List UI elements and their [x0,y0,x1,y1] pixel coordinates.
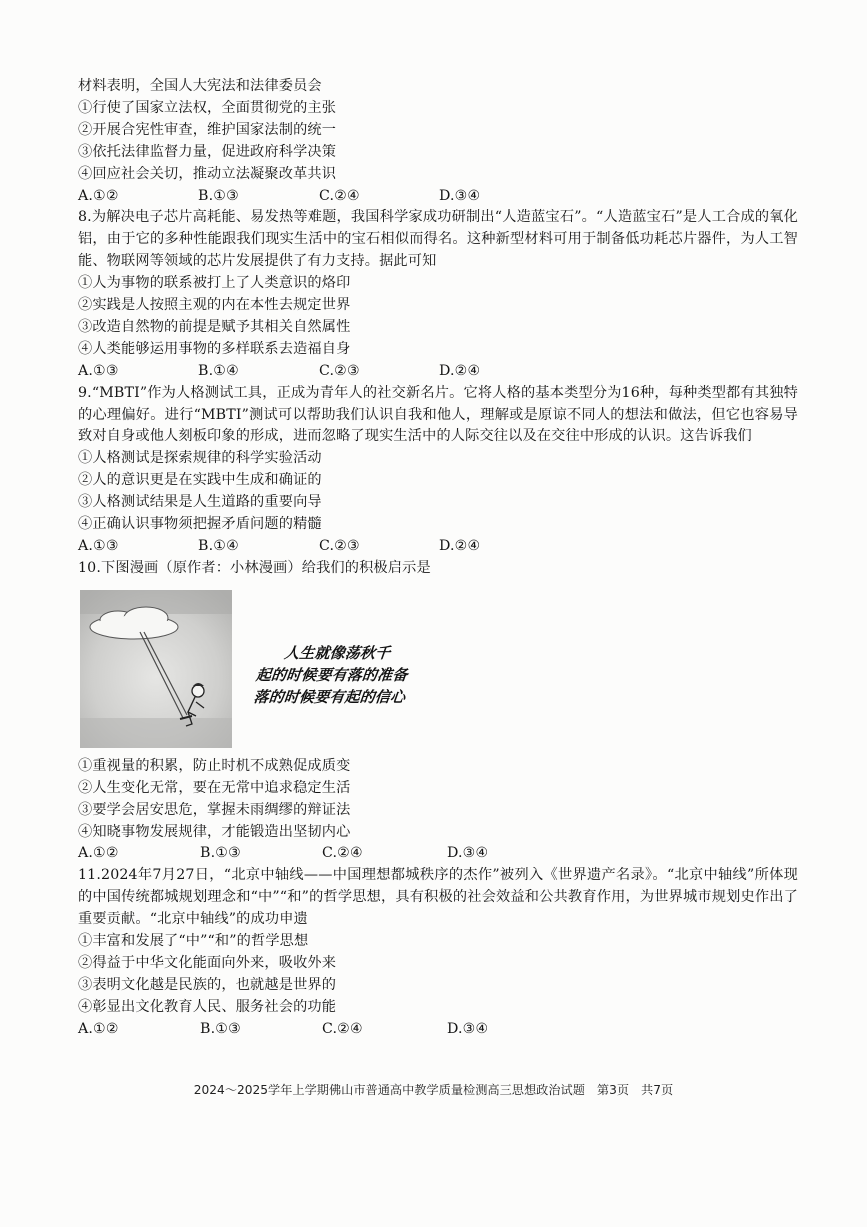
option-b: B.①③ [198,187,239,204]
option-c: C.②④ [322,845,363,862]
question-8 [78,207,798,382]
caption-line: 起的时候要有落的准备 [255,665,409,684]
page-footer [0,1081,867,1098]
swing-cartoon-image [80,590,232,748]
option-d: D.③④ [447,845,489,862]
choice-item: ④正确认识事物须把握矛盾问题的精髓 [78,516,322,533]
question-stem: 9.“MBTI”作为人格测试工具，正成为青年人的社交新名片。它将人格的基本类型分为16种，每种类型都有其独特的心理偏好。进行“MBTI”测试可以帮助我们认识自我和他人，理解或是原谅不同人的想法和做法，但它也容易导致对自身或他人刻板印象的形成，进而忽略了现实生活中的人际交往以及在交往中形成的认识。这告诉我们 [78,384,798,445]
option-c: C.②④ [319,187,360,204]
question-7-tail [78,76,798,207]
choice-item: ④彰显出文化教育人民、服务社会的功能 [78,998,337,1015]
option-c: C.②③ [319,538,360,554]
option-a: A.①③ [78,538,119,554]
choice-item: ②人生变化无常，要在无常中追求稳定生活 [78,779,351,796]
option-a: A.①② [78,187,119,204]
choice-item: ③要学会居安思危，掌握未雨绸缪的辩证法 [78,801,351,818]
option-b: B.①④ [198,538,239,554]
question-stem: 材料表明，全国人大宪法和法律委员会 [78,78,322,94]
caption-line: 人生就像荡秋千 [283,643,392,662]
option-d: D.③④ [447,1020,489,1037]
choice-item: ②得益于中华文化能面向外来，吸收外来 [78,954,337,971]
answer-options [78,186,798,208]
caption-line: 落的时候要有起的信心 [252,687,407,706]
option-d: D.③④ [439,187,481,204]
answer-options [78,1019,798,1041]
option-b: B.①③ [200,1020,241,1037]
option-b: B.①③ [200,845,241,862]
choice-item: ①重视量的积累，防止时机不成熟促成质变 [78,757,351,774]
question-stem: 10.下图漫画（原作者：小林漫画）给我们的积极启示是 [78,559,431,576]
question-9 [78,383,798,558]
choice-item: ③人格测试结果是人生道路的重要向导 [78,494,322,511]
choice-item: ①人格测试是探索规律的科学实验活动 [78,450,322,467]
footer-title: 2024～2025学年上学期佛山市普通高中教学质量检测高三思想政治试题 [193,1083,585,1097]
choice-item: ③改造自然物的前提是赋予其相关自然属性 [78,318,351,335]
choice-item: ②开展合宪性审查，维护国家法制的统一 [78,121,337,138]
option-a: A.①② [78,845,119,862]
footer-total-pages: 共7页 [641,1083,674,1097]
choice-item: ③依托法律监督力量，促进政府科学决策 [78,143,337,160]
answer-options [78,843,798,865]
question-stem: 11.2024年7月27日，“北京中轴线——中国理想都城秩序的杰作”被列入《世界遗产名录》。“北京中轴线”所体现的中国传统都城规划理念和“中”“和”的哲学思想，具有积极的社会效益和公共教育作用，为世界城市规划史作出了重要贡献。“北京中轴线”的成功申遗 [78,867,798,928]
answer-options [78,536,798,558]
option-a: A.①② [78,1020,119,1037]
option-d: D.②④ [439,362,481,379]
choice-item: ④回应社会关切，推动立法凝聚改革共识 [78,165,337,182]
cartoon-caption [253,642,411,708]
footer-page-number: 第3页 [596,1083,630,1097]
option-c: C.②④ [322,1020,363,1037]
question-10 [78,558,798,865]
choice-item: ①丰富和发展了“中”“和”的哲学思想 [78,933,309,950]
cartoon-bottom-shade [80,718,232,748]
choice-item: ②实践是人按照主观的内在本性去规定世界 [78,297,351,314]
choice-item: ④知晓事物发展规律，才能锻造出坚韧内心 [78,823,351,840]
question-stem: 8.为解决电子芯片高耗能、易发热等难题，我国科学家成功研制出“人造蓝宝石”。“人造蓝宝石”是人工合成的氧化铝，由于它的多种性能跟我们现实生活中的宝石相似而得名。这种新型材料可用于制备低功耗芯片器件，为人工智能、物联网等领域的芯片发展提供了有力支持。据此可知 [78,209,798,270]
option-d: D.②④ [439,538,481,554]
choice-item: ①行使了国家立法权，全面贯彻党的主张 [78,99,337,116]
option-b: B.①④ [198,362,239,379]
choice-item: ③表明文化越是民族的，也就越是世界的 [78,976,337,993]
choice-item: ④人类能够运用事物的多样联系去造福自身 [78,340,351,357]
choice-item: ②人的意识更是在实践中生成和确证的 [78,472,322,489]
answer-options [78,361,798,383]
option-c: C.②③ [319,362,360,379]
page-content [78,76,798,1041]
choice-item: ①人为事物的联系被打上了人类意识的烙印 [78,275,351,292]
option-a: A.①③ [78,362,119,379]
question-11 [78,865,798,1040]
cartoon-figure [78,584,798,754]
